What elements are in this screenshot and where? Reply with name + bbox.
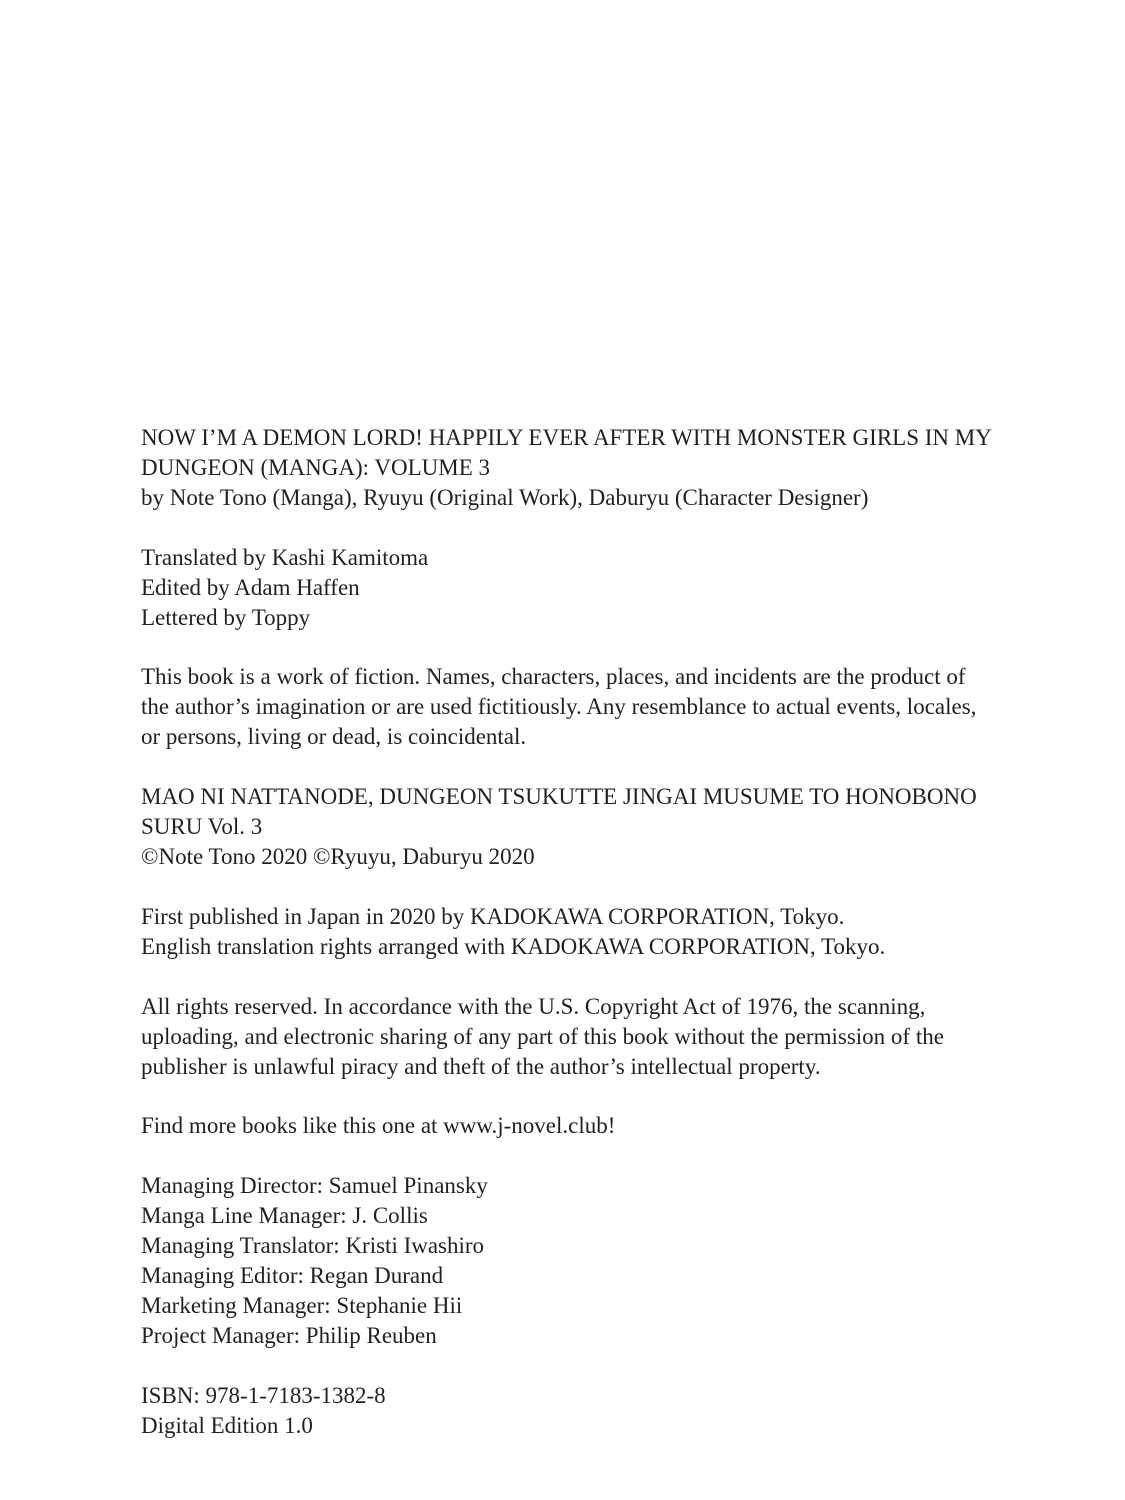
original-title-block <box>141 782 1061 872</box>
title-block <box>141 423 1061 513</box>
author-byline: by Note Tono (Manga), Ryuyu (Original Work), Daburyu (Character Designer) <box>141 484 869 510</box>
staff-line: Managing Director: Samuel Pinansky <box>141 1173 488 1199</box>
rights-line-3: publisher is unlawful piracy and theft of the author’s intellectual property. <box>141 1053 821 1079</box>
staff-line: Project Manager: Philip Reuben <box>141 1322 437 1348</box>
original-title-line-2: SURU Vol. 3 <box>141 814 263 840</box>
credits-block <box>141 543 1061 633</box>
fiction-notice <box>141 662 1061 752</box>
rights-line-2: uploading, and electronic sharing of any part of this book without the permission of the <box>141 1023 944 1049</box>
original-title-line-1: MAO NI NATTANODE, DUNGEON TSUKUTTE JINGAI MUSUME TO HONOBONO <box>141 784 977 810</box>
staff-line: Managing Editor: Regan Durand <box>141 1263 444 1289</box>
promo-block <box>141 1111 1061 1141</box>
staff-line: Manga Line Manager: J. Collis <box>141 1203 428 1229</box>
staff-block <box>141 1171 1061 1350</box>
book-title-line-2: DUNGEON (MANGA): VOLUME 3 <box>141 454 491 480</box>
rights-line-1: All rights reserved. In accordance with the U.S. Copyright Act of 1976, the scanning, <box>141 993 926 1019</box>
staff-line: Managing Translator: Kristi Iwashiro <box>141 1233 485 1259</box>
copyright-line: ©Note Tono 2020 ©Ryuyu, Daburyu 2020 <box>141 843 535 869</box>
edition-block <box>141 1381 1061 1441</box>
book-title-line-1: NOW I’M A DEMON LORD! HAPPILY EVER AFTER WITH MONSTER GIRLS IN MY <box>141 425 992 450</box>
translation-rights-line: English translation rights arranged with KADOKAWA CORPORATION, Tokyo. <box>141 933 886 959</box>
letterer-credit: Lettered by Toppy <box>141 604 311 630</box>
publication-block <box>141 902 1061 962</box>
digital-edition-line: Digital Edition 1.0 <box>141 1412 313 1438</box>
fiction-notice-line-2: the author’s imagination or are used fictitiously. Any resemblance to actual events, locales, <box>141 694 977 720</box>
translator-credit: Translated by Kashi Kamitoma <box>141 544 429 570</box>
copyright-page <box>141 423 1061 1471</box>
first-published-line: First published in Japan in 2020 by KADOKAWA CORPORATION, Tokyo. <box>141 903 845 929</box>
promo-line: Find more books like this one at www.j-novel.club! <box>141 1113 616 1139</box>
fiction-notice-line-3: or persons, living or dead, is coincidental. <box>141 724 527 750</box>
staff-line: Marketing Manager: Stephanie Hii <box>141 1292 463 1318</box>
fiction-notice-line-1: This book is a work of fiction. Names, characters, places, and incidents are the product of <box>141 664 966 690</box>
rights-block <box>141 992 1061 1082</box>
editor-credit: Edited by Adam Haffen <box>141 574 360 600</box>
isbn-line: ISBN: 978-1-7183-1382-8 <box>141 1382 386 1408</box>
